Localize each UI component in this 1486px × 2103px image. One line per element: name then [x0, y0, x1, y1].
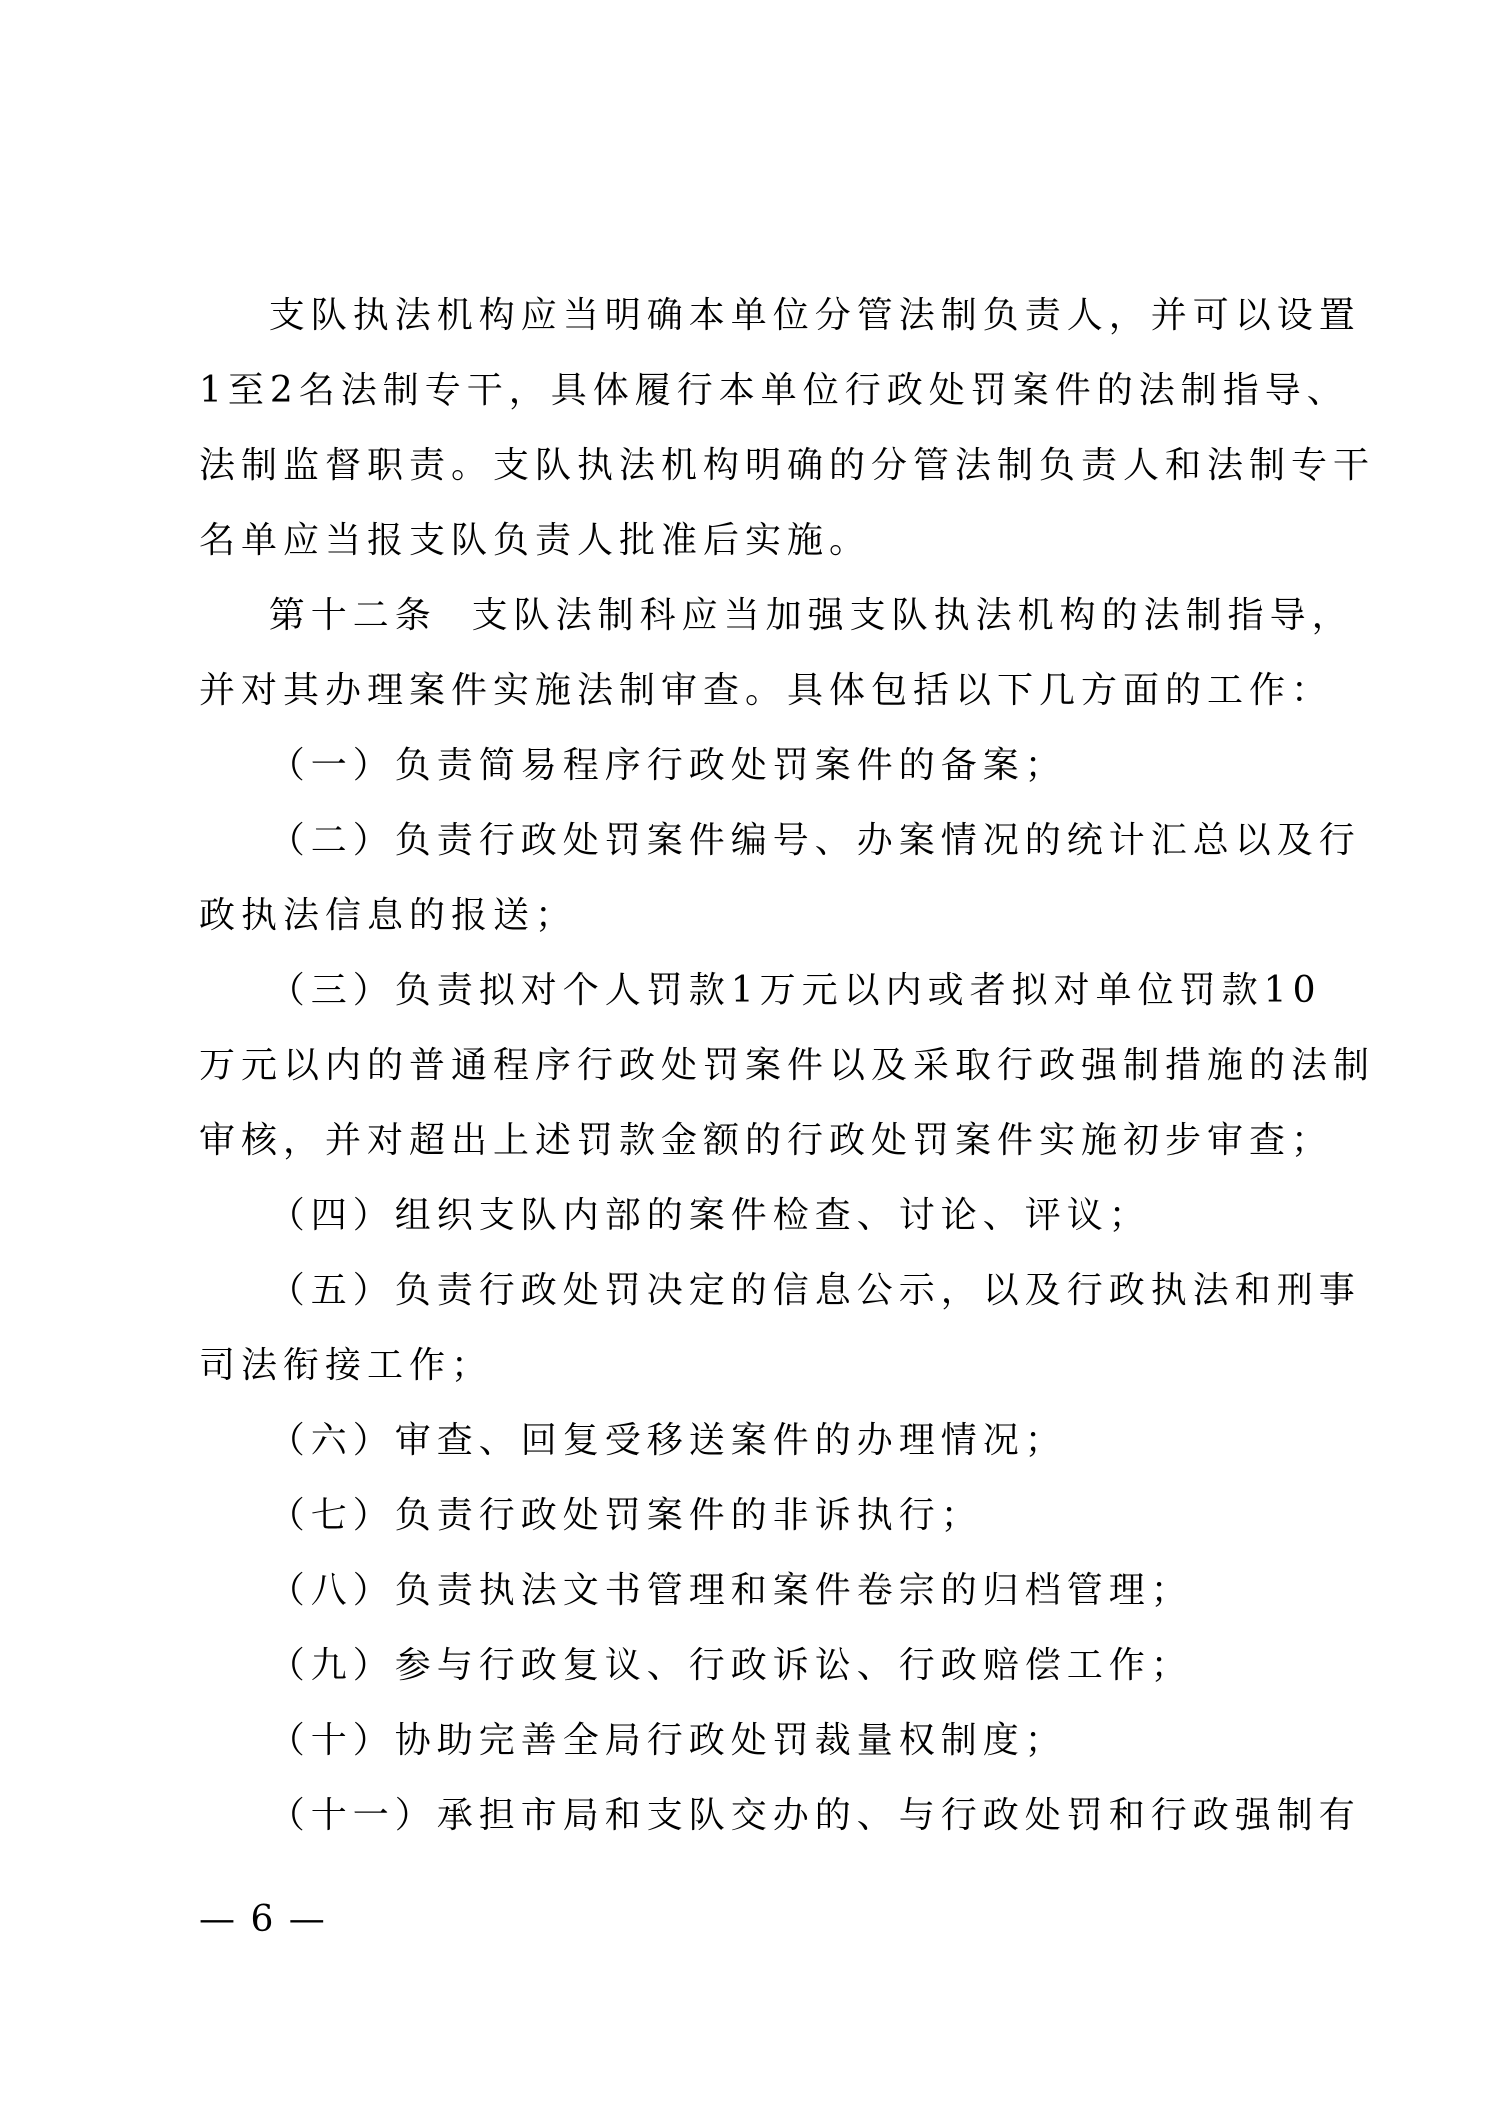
page-number: — 6 —	[199, 1899, 327, 1940]
text-line: 支队执法机构应当明确本单位分管法制负责人，并可以设置	[199, 295, 1361, 336]
list-item-2: （二）负责行政处罚案件编号、办案情况的统计汇总以及行	[199, 820, 1361, 861]
list-item-4: （四）组织支队内部的案件检查、讨论、评议；	[199, 1195, 1151, 1236]
list-item-1: （一）负责简易程序行政处罚案件的备案；	[199, 745, 1067, 786]
text-line: 法制监督职责。支队执法机构明确的分管法制负责人和法制专干	[199, 445, 1376, 486]
text-line: 1至2名法制专干，具体履行本单位行政处罚案件的法制指导、	[199, 370, 1349, 411]
body-text	[199, 278, 1376, 1853]
text-line: 万元以内的普通程序行政处罚案件以及采取行政强制措施的法制	[199, 1045, 1376, 1086]
list-item-8: （八）负责执法文书管理和案件卷宗的归档管理；	[199, 1570, 1193, 1611]
list-item-3: （三）负责拟对个人罚款1万元以内或者拟对单位罚款10	[199, 970, 1322, 1011]
list-item-5: （五）负责行政处罚决定的信息公示，以及行政执法和刑事	[199, 1270, 1361, 1311]
list-item-11: （十一）承担市局和支队交办的、与行政处罚和行政强制有	[199, 1795, 1361, 1836]
list-item-7: （七）负责行政处罚案件的非诉执行；	[199, 1495, 983, 1536]
list-item-6: （六）审查、回复受移送案件的办理情况；	[199, 1420, 1067, 1461]
text-line: 名单应当报支队负责人批准后实施。	[199, 520, 872, 561]
text-line: 审核，并对超出上述罚款金额的行政处罚案件实施初步审查；	[199, 1120, 1334, 1161]
list-item-10: （十）协助完善全局行政处罚裁量权制度；	[199, 1720, 1067, 1761]
list-item-9: （九）参与行政复议、行政诉讼、行政赔偿工作；	[199, 1645, 1193, 1686]
text-line: 并对其办理案件实施法制审查。具体包括以下几方面的工作：	[199, 670, 1334, 711]
text-line: 政执法信息的报送；	[199, 895, 578, 936]
article-twelve-heading-line: 第十二条 支队法制科应当加强支队执法机构的法制指导，	[199, 595, 1354, 636]
text-line: 司法衔接工作；	[199, 1345, 494, 1386]
